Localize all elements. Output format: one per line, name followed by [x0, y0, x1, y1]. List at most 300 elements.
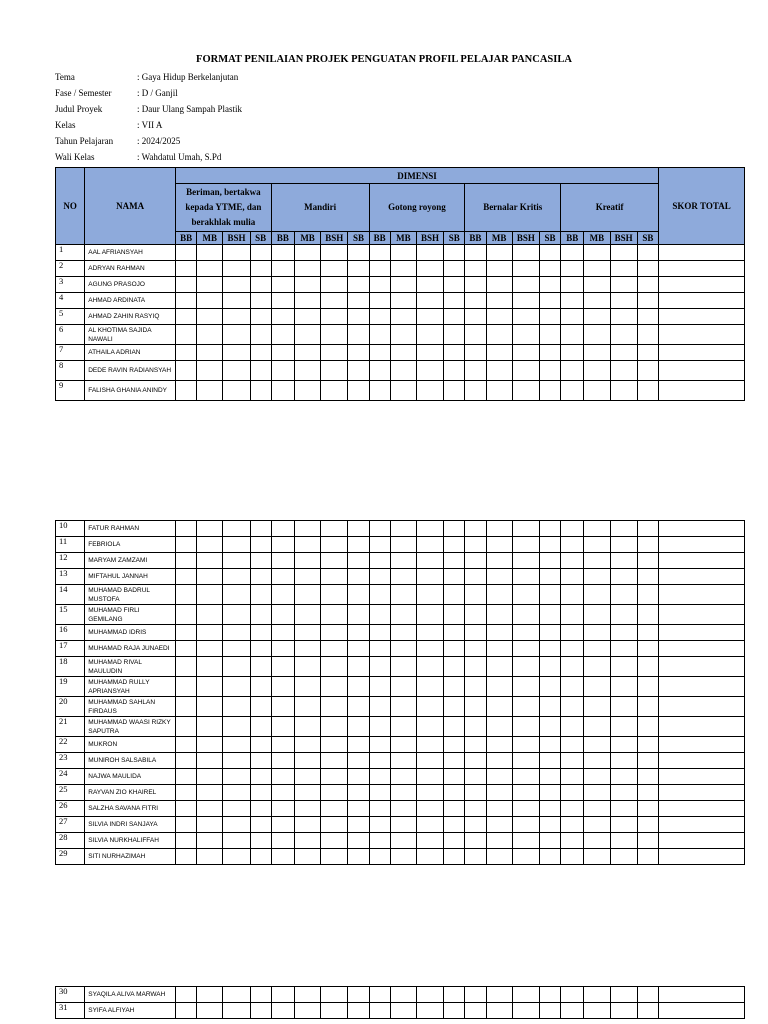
score-cell — [369, 697, 390, 717]
score-cell — [610, 677, 637, 697]
score-cell — [584, 833, 610, 849]
score-cell — [223, 309, 250, 325]
student-name: MUHAMMAD SAHLAN FIRDAUS — [85, 697, 176, 717]
score-cell — [321, 245, 348, 261]
score-cell — [486, 1003, 512, 1019]
score-cell — [444, 785, 465, 801]
score-cell — [176, 987, 197, 1003]
score-cell — [512, 849, 539, 865]
score-cell — [348, 537, 369, 553]
total-score-cell — [659, 569, 745, 585]
score-cell — [197, 753, 223, 769]
row-number: 21 — [56, 717, 85, 737]
score-cell — [444, 737, 465, 753]
student-name: AGUNG PRASOJO — [85, 277, 176, 293]
score-cell — [271, 625, 294, 641]
score-cell — [271, 325, 294, 345]
score-cell — [295, 569, 321, 585]
document-title: FORMAT PENILAIAN PROJEK PENGUATAN PROFIL PELAJAR PANCASILA — [196, 54, 572, 65]
score-cell — [512, 569, 539, 585]
score-cell — [348, 849, 369, 865]
score-cell — [540, 801, 561, 817]
score-cell — [610, 641, 637, 657]
score-cell — [369, 677, 390, 697]
row-number: 4 — [56, 293, 85, 309]
score-cell — [465, 345, 486, 361]
score-cell — [444, 361, 465, 381]
score-cell — [444, 381, 465, 401]
student-name: RAYVAN ZIO KHAIREL — [85, 785, 176, 801]
student-name: SYAQILA ALIVA MARWAH — [85, 987, 176, 1003]
score-cell — [512, 521, 539, 537]
score-cell — [250, 753, 271, 769]
table-row — [56, 537, 745, 553]
score-cell — [465, 361, 486, 381]
score-cell — [486, 245, 512, 261]
score-cell — [637, 537, 658, 553]
score-cell — [637, 753, 658, 769]
score-cell — [197, 325, 223, 345]
score-cell — [444, 641, 465, 657]
score-cell — [417, 717, 444, 737]
score-cell — [444, 833, 465, 849]
score-cell — [295, 769, 321, 785]
score-cell — [295, 677, 321, 697]
score-cell — [637, 381, 658, 401]
score-cell — [176, 537, 197, 553]
score-cell — [250, 769, 271, 785]
score-cell — [637, 737, 658, 753]
score-cell — [390, 537, 416, 553]
score-cell — [348, 641, 369, 657]
score-cell — [223, 277, 250, 293]
score-cell — [250, 585, 271, 605]
total-score-cell — [659, 277, 745, 293]
score-cell — [271, 987, 294, 1003]
score-cell — [390, 569, 416, 585]
score-cell — [176, 625, 197, 641]
score-cell — [417, 677, 444, 697]
score-cell — [584, 381, 610, 401]
score-cell — [321, 817, 348, 833]
score-cell — [390, 677, 416, 697]
score-cell — [348, 753, 369, 769]
score-cell — [584, 261, 610, 277]
score-cell — [512, 361, 539, 381]
score-cell — [369, 537, 390, 553]
score-cell — [637, 987, 658, 1003]
score-cell — [444, 769, 465, 785]
table-row — [56, 277, 745, 293]
score-cell — [512, 553, 539, 569]
table-row — [56, 737, 745, 753]
score-cell — [486, 361, 512, 381]
score-cell — [271, 521, 294, 537]
score-cell — [512, 987, 539, 1003]
score-cell — [486, 987, 512, 1003]
score-cell — [348, 585, 369, 605]
row-number: 23 — [56, 753, 85, 769]
score-cell — [271, 737, 294, 753]
header-level-bsh: BSH — [223, 232, 250, 245]
score-cell — [176, 801, 197, 817]
score-cell — [271, 277, 294, 293]
score-cell — [271, 833, 294, 849]
score-cell — [321, 641, 348, 657]
score-cell — [321, 801, 348, 817]
score-cell — [584, 345, 610, 361]
row-number: 16 — [56, 625, 85, 641]
student-name: SILVIA NURKHALIFFAH — [85, 833, 176, 849]
score-cell — [584, 521, 610, 537]
score-cell — [417, 769, 444, 785]
score-cell — [444, 325, 465, 345]
score-cell — [223, 697, 250, 717]
header-level-bb: BB — [271, 232, 294, 245]
score-cell — [584, 293, 610, 309]
info-value: : Gaya Hidup Berkelanjutan — [137, 72, 239, 82]
score-cell — [561, 245, 584, 261]
table-row — [56, 345, 745, 361]
header-row-dimensi — [56, 168, 745, 184]
score-cell — [321, 753, 348, 769]
score-cell — [610, 625, 637, 641]
score-cell — [348, 569, 369, 585]
score-cell — [390, 1003, 416, 1019]
score-cell — [465, 753, 486, 769]
score-cell — [321, 769, 348, 785]
row-number: 20 — [56, 697, 85, 717]
score-cell — [417, 569, 444, 585]
header-dimension-group: Bernalar Kritis — [465, 184, 561, 232]
score-cell — [584, 717, 610, 737]
score-cell — [486, 521, 512, 537]
score-cell — [540, 585, 561, 605]
score-cell — [271, 293, 294, 309]
score-cell — [321, 605, 348, 625]
score-cell — [540, 553, 561, 569]
score-cell — [486, 753, 512, 769]
score-cell — [561, 553, 584, 569]
score-cell — [512, 657, 539, 677]
score-cell — [512, 697, 539, 717]
score-cell — [561, 625, 584, 641]
score-cell — [321, 277, 348, 293]
score-cell — [610, 325, 637, 345]
score-cell — [348, 677, 369, 697]
score-cell — [390, 605, 416, 625]
score-cell — [444, 677, 465, 697]
score-cell — [561, 769, 584, 785]
score-cell — [637, 325, 658, 345]
score-cell — [561, 657, 584, 677]
row-number: 7 — [56, 345, 85, 361]
score-cell — [444, 717, 465, 737]
score-cell — [512, 585, 539, 605]
info-row — [55, 71, 242, 87]
score-cell — [637, 641, 658, 657]
score-cell — [637, 585, 658, 605]
row-number: 1 — [56, 245, 85, 261]
info-value: : D / Ganjil — [137, 88, 178, 98]
score-cell — [486, 785, 512, 801]
score-cell — [390, 521, 416, 537]
score-cell — [250, 1003, 271, 1019]
score-cell — [540, 677, 561, 697]
score-cell — [176, 553, 197, 569]
score-cell — [417, 625, 444, 641]
score-cell — [465, 833, 486, 849]
total-score-cell — [659, 641, 745, 657]
info-value: : 2024/2025 — [137, 136, 181, 146]
total-score-cell — [659, 717, 745, 737]
score-cell — [512, 625, 539, 641]
score-cell — [176, 697, 197, 717]
student-name: MUNIROH SALSABILA — [85, 753, 176, 769]
table-row — [56, 833, 745, 849]
score-cell — [321, 833, 348, 849]
score-cell — [369, 1003, 390, 1019]
table-row — [56, 785, 745, 801]
score-cell — [486, 625, 512, 641]
score-cell — [223, 293, 250, 309]
score-cell — [250, 569, 271, 585]
score-cell — [561, 309, 584, 325]
score-cell — [295, 801, 321, 817]
score-cell — [561, 987, 584, 1003]
score-cell — [610, 569, 637, 585]
score-cell — [610, 537, 637, 553]
score-cell — [540, 521, 561, 537]
score-cell — [486, 605, 512, 625]
table-row — [56, 569, 745, 585]
score-cell — [321, 987, 348, 1003]
row-number: 22 — [56, 737, 85, 753]
score-cell — [610, 553, 637, 569]
score-cell — [176, 641, 197, 657]
score-cell — [176, 717, 197, 737]
score-cell — [250, 553, 271, 569]
score-cell — [637, 1003, 658, 1019]
score-cell — [295, 521, 321, 537]
score-cell — [637, 569, 658, 585]
table-row — [56, 987, 745, 1003]
score-cell — [540, 697, 561, 717]
score-cell — [223, 753, 250, 769]
score-cell — [417, 801, 444, 817]
score-cell — [465, 769, 486, 785]
score-cell — [295, 737, 321, 753]
score-cell — [465, 585, 486, 605]
score-cell — [223, 381, 250, 401]
score-cell — [348, 697, 369, 717]
info-value: : VII A — [137, 120, 163, 130]
score-cell — [390, 261, 416, 277]
score-cell — [250, 345, 271, 361]
score-cell — [250, 849, 271, 865]
assessment-table — [55, 520, 745, 865]
score-cell — [390, 833, 416, 849]
score-cell — [561, 585, 584, 605]
score-cell — [561, 737, 584, 753]
score-cell — [610, 277, 637, 293]
score-cell — [294, 361, 320, 381]
score-cell — [175, 345, 196, 361]
score-cell — [390, 657, 416, 677]
score-cell — [176, 569, 197, 585]
score-cell — [390, 769, 416, 785]
header-skor-total: SKOR TOTAL — [659, 168, 745, 245]
score-cell — [584, 309, 610, 325]
score-cell — [175, 277, 196, 293]
score-cell — [271, 345, 294, 361]
score-cell — [197, 657, 223, 677]
score-cell — [348, 769, 369, 785]
score-cell — [250, 521, 271, 537]
score-cell — [539, 345, 560, 361]
score-cell — [584, 625, 610, 641]
score-cell — [561, 293, 584, 309]
score-cell — [512, 833, 539, 849]
score-cell — [561, 381, 584, 401]
score-cell — [321, 737, 348, 753]
score-cell — [512, 717, 539, 737]
score-cell — [444, 585, 465, 605]
table-row — [56, 677, 745, 697]
score-cell — [540, 717, 561, 737]
student-name: FALISHA GHANIA ANINDY — [85, 381, 176, 401]
score-cell — [637, 849, 658, 865]
score-cell — [369, 309, 390, 325]
table-row — [56, 521, 745, 537]
score-cell — [223, 769, 250, 785]
score-cell — [295, 585, 321, 605]
score-cell — [197, 553, 223, 569]
score-cell — [223, 605, 250, 625]
table-row — [56, 657, 745, 677]
total-score-cell — [659, 833, 745, 849]
score-cell — [348, 325, 369, 345]
score-cell — [369, 785, 390, 801]
score-cell — [197, 833, 223, 849]
score-cell — [348, 381, 369, 401]
header-level-mb: MB — [390, 232, 416, 245]
score-cell — [512, 769, 539, 785]
score-cell — [610, 261, 637, 277]
score-cell — [512, 261, 539, 277]
score-cell — [321, 569, 348, 585]
total-score-cell — [659, 737, 745, 753]
score-cell — [271, 753, 294, 769]
score-cell — [390, 785, 416, 801]
score-cell — [444, 345, 465, 361]
score-cell — [294, 293, 320, 309]
info-row — [55, 135, 242, 151]
assessment-table — [55, 167, 745, 401]
score-cell — [465, 553, 486, 569]
score-cell — [175, 361, 196, 381]
score-cell — [417, 641, 444, 657]
score-cell — [271, 361, 294, 381]
score-cell — [271, 261, 294, 277]
score-cell — [540, 641, 561, 657]
score-cell — [512, 1003, 539, 1019]
row-number: 9 — [56, 381, 85, 401]
header-level-mb: MB — [197, 232, 223, 245]
header-dimension-group: Gotong royong — [369, 184, 465, 232]
score-cell — [561, 325, 584, 345]
score-cell — [444, 293, 465, 309]
total-score-cell — [659, 325, 745, 345]
score-cell — [465, 537, 486, 553]
score-cell — [197, 817, 223, 833]
score-cell — [416, 309, 443, 325]
score-cell — [465, 817, 486, 833]
score-cell — [444, 1003, 465, 1019]
score-cell — [486, 833, 512, 849]
score-cell — [369, 553, 390, 569]
score-cell — [197, 569, 223, 585]
score-cell — [197, 625, 223, 641]
score-cell — [486, 309, 512, 325]
score-cell — [390, 817, 416, 833]
score-cell — [465, 569, 486, 585]
score-cell — [561, 361, 584, 381]
table-row — [56, 361, 745, 381]
info-block — [55, 71, 242, 167]
score-cell — [584, 325, 610, 345]
header-level-bsh: BSH — [416, 232, 443, 245]
total-score-cell — [659, 381, 745, 401]
score-cell — [250, 361, 271, 381]
score-cell — [610, 737, 637, 753]
score-cell — [561, 753, 584, 769]
total-score-cell — [659, 605, 745, 625]
score-cell — [390, 293, 416, 309]
score-cell — [584, 361, 610, 381]
score-cell — [584, 585, 610, 605]
score-cell — [444, 245, 465, 261]
score-cell — [584, 677, 610, 697]
row-number: 30 — [56, 987, 85, 1003]
score-cell — [369, 605, 390, 625]
score-cell — [610, 717, 637, 737]
score-cell — [561, 717, 584, 737]
score-cell — [271, 677, 294, 697]
score-cell — [176, 753, 197, 769]
total-score-cell — [659, 697, 745, 717]
score-cell — [294, 381, 320, 401]
score-cell — [197, 849, 223, 865]
row-number: 31 — [56, 1003, 85, 1019]
score-cell — [250, 245, 271, 261]
student-name: MUHAMMAD IDRIS — [85, 625, 176, 641]
score-cell — [369, 521, 390, 537]
score-cell — [369, 801, 390, 817]
row-number: 17 — [56, 641, 85, 657]
score-cell — [512, 309, 539, 325]
score-cell — [223, 585, 250, 605]
score-cell — [561, 833, 584, 849]
score-cell — [444, 849, 465, 865]
score-cell — [561, 261, 584, 277]
score-cell — [271, 717, 294, 737]
student-name: AHMAD ZAHIN RASYIQ — [85, 309, 176, 325]
header-level-sb: SB — [637, 232, 658, 245]
score-cell — [348, 521, 369, 537]
header-level-bsh: BSH — [321, 232, 348, 245]
total-score-cell — [659, 625, 745, 641]
